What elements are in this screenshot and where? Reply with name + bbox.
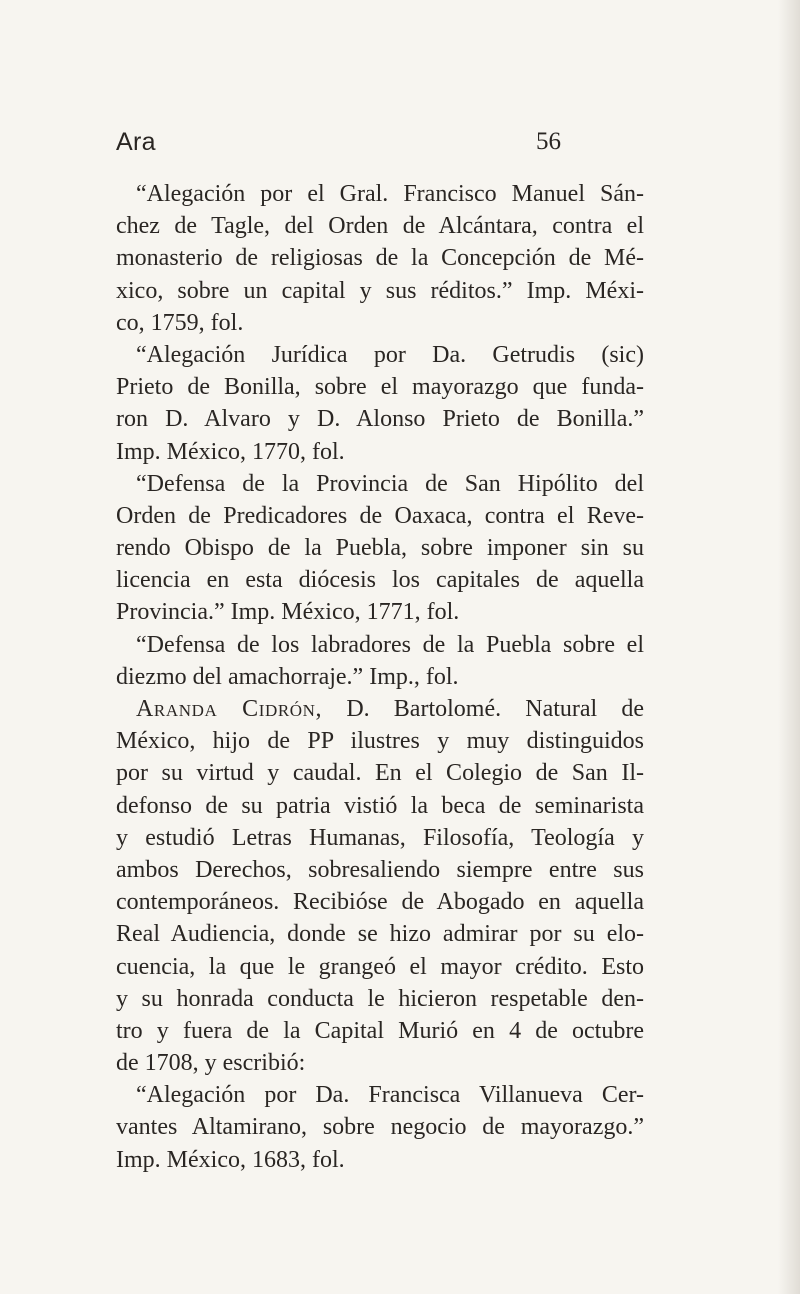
entry-heading-rest: D. Bartolomé. Natural de [322, 696, 644, 722]
text-line: México, hijo de PP ilustres y muy distinguidos [116, 728, 644, 755]
text-line: Orden de Predicadores de Oaxaca, contra el Reve- [116, 502, 644, 529]
page-edge-shadow [778, 0, 800, 1294]
text-line: y estudió Letras Humanas, Filosofía, Teología y [116, 824, 644, 851]
text-line: Imp. México, 1683, fol. [116, 1146, 345, 1173]
text-line: por su virtud y caudal. En el Colegio de San Il- [116, 760, 644, 787]
text-line: xico, sobre un capital y sus réditos.” Imp. Méxi- [116, 277, 644, 304]
entry-heading: Aranda Cidrón, [136, 696, 323, 722]
text-line: cuencia, la que le grangeó el mayor crédito. Esto [116, 953, 644, 980]
text-line: Real Audiencia, donde se hizo admirar por su elo- [116, 921, 644, 948]
text-line: vantes Altamirano, sobre negocio de mayorazgo.” [116, 1114, 644, 1141]
text-line: tro y fuera de la Capital Murió en 4 de octubre [116, 1017, 644, 1044]
text-line: “Alegación por el Gral. Francisco Manuel Sán- [136, 181, 644, 207]
text-line: de 1708, y escribió: [116, 1050, 306, 1077]
page-header [116, 128, 636, 162]
text-line: “Alegación Jurídica por Da. Getrudis (sic) [136, 341, 644, 368]
text-line: Prieto de Bonilla, sobre el mayorazgo que funda- [116, 374, 644, 401]
text-line: defonso de su patria vistió la beca de seminarista [116, 792, 644, 819]
text-line: co, 1759, fol. [116, 309, 244, 336]
text-line: contemporáneos. Recibióse de Abogado en aquella [116, 889, 644, 916]
text-line: “Defensa de la Provincia de San Hipólito del [136, 470, 644, 497]
page-number: 56 [536, 128, 561, 155]
text-line: Imp. México, 1770, fol. [116, 438, 345, 465]
text-line: Provincia.” Imp. México, 1771, fol. [116, 599, 460, 626]
text-line: ron D. Alvaro y D. Alonso Prieto de Bonilla.” [116, 406, 644, 433]
text-line: “Alegación por Da. Francisca Villanueva Cer- [136, 1082, 644, 1109]
body-text [116, 178, 644, 1176]
text-line: chez de Tagle, del Orden de Alcántara, contra el [116, 213, 644, 240]
text-line: licencia en esta diócesis los capitales de aquella [116, 567, 644, 594]
text-line: diezmo del amachorraje.” Imp., fol. [116, 663, 459, 690]
text-line: ambos Derechos, sobresaliendo siempre entre sus [116, 856, 644, 883]
running-head: Ara [116, 128, 156, 156]
text-line: rendo Obispo de la Puebla, sobre imponer sin su [116, 535, 644, 562]
text-line: “Defensa de los labradores de la Puebla sobre el [136, 631, 644, 658]
entry-heading-line [116, 693, 644, 725]
text-line: monasterio de religiosas de la Concepción de Mé- [116, 245, 644, 272]
text-line: y su honrada conducta le hicieron respetable den- [116, 985, 644, 1012]
